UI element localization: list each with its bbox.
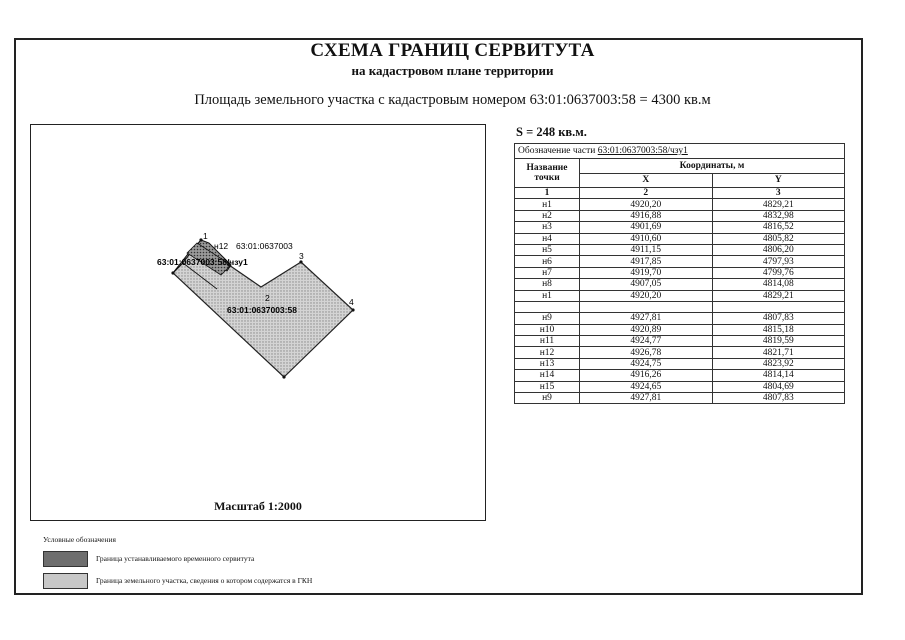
cell-name: н4 <box>515 233 580 244</box>
table-row <box>515 279 845 290</box>
vertex-label: 3 <box>299 251 304 261</box>
cell-x: 4920,20 <box>580 199 713 210</box>
cell-x: 4916,88 <box>580 210 713 221</box>
legend-swatch-parcel <box>43 573 88 589</box>
cell-name: н9 <box>515 313 580 324</box>
legend-title: Условные обозначения <box>43 535 116 544</box>
cell-x: 4901,69 <box>580 222 713 233</box>
col-x-header: X <box>580 173 713 188</box>
cell-x: 4924,75 <box>580 358 713 369</box>
cell-name: н2 <box>515 210 580 221</box>
cell-name: н1 <box>515 290 580 301</box>
cell-y: 4819,59 <box>712 336 845 347</box>
table-row <box>515 222 845 233</box>
cell-name: н3 <box>515 222 580 233</box>
cell-x: 4910,60 <box>580 233 713 244</box>
table-row <box>515 370 845 381</box>
table-row <box>515 199 845 210</box>
scale-label: Масштаб 1:2000 <box>214 499 302 513</box>
col-num: 2 <box>580 188 713 199</box>
col-name-header: Название точки <box>515 159 580 188</box>
cell-x: 4926,78 <box>580 347 713 358</box>
part-number: 63:01:0637003:58/чзу1 <box>597 146 688 156</box>
cadastral-plan <box>30 124 486 521</box>
cell-name: н7 <box>515 267 580 278</box>
cell-x: 4924,77 <box>580 336 713 347</box>
table-row <box>515 244 845 255</box>
servitude-area: S = 248 кв.м. <box>516 125 587 139</box>
cell-name: н8 <box>515 279 580 290</box>
table-row <box>515 233 845 244</box>
table-row <box>515 290 845 301</box>
table-row <box>515 381 845 392</box>
cell-y: 4807,83 <box>712 313 845 324</box>
vertex-label: 1 <box>203 231 208 241</box>
cell-y: 4814,14 <box>712 370 845 381</box>
cell-x: 4924,65 <box>580 381 713 392</box>
cell-x: 4916,26 <box>580 370 713 381</box>
table-row <box>515 358 845 369</box>
cell-name: н1 <box>515 199 580 210</box>
cell-name: н15 <box>515 381 580 392</box>
vertex-label: н12 <box>214 241 229 251</box>
cell-name: н9 <box>515 393 580 404</box>
table-row <box>515 336 845 347</box>
table-row <box>515 324 845 335</box>
cell-name <box>515 301 580 312</box>
cell-y: 4814,08 <box>712 279 845 290</box>
table-row <box>515 210 845 221</box>
cell-name: н10 <box>515 324 580 335</box>
legend-text-parcel: Граница земельного участка, сведения о котором содержатся в ГКН <box>96 576 313 585</box>
cell-y: 4797,93 <box>712 256 845 267</box>
cell-y: 4815,18 <box>712 324 845 335</box>
parcel-label: 63:01:0637003:58 <box>227 305 297 315</box>
vertex-label: 2 <box>265 293 270 303</box>
col-num: 1 <box>515 188 580 199</box>
cell-name: н12 <box>515 347 580 358</box>
cell-name: н11 <box>515 336 580 347</box>
legend-swatch-servitude <box>43 551 88 567</box>
cell-y: 4823,92 <box>712 358 845 369</box>
table-row <box>515 301 845 312</box>
table-row <box>515 393 845 404</box>
legend-text-servitude: Граница устанавливаемого временного сервитута <box>96 554 255 563</box>
table-row <box>515 313 845 324</box>
quarter-label: 63:01:0637003 <box>236 241 293 251</box>
cell-y: 4832,98 <box>712 210 845 221</box>
table-row <box>515 267 845 278</box>
cell-y: 4816,52 <box>712 222 845 233</box>
cell-name: н6 <box>515 256 580 267</box>
table-row <box>515 347 845 358</box>
parcel-area-line: Площадь земельного участка с кадастровым номером 63:01:0637003:58 = 4300 кв.м <box>194 92 711 108</box>
cell-x: 4907,05 <box>580 279 713 290</box>
cell-x: 4927,81 <box>580 313 713 324</box>
cell-x: 4917,85 <box>580 256 713 267</box>
cell-name: н5 <box>515 244 580 255</box>
col-y-header: Y <box>712 173 845 188</box>
cell-y: 4821,71 <box>712 347 845 358</box>
col-coords-header: Координаты, м <box>580 159 845 174</box>
cell-x: 4927,81 <box>580 393 713 404</box>
cell-y: 4807,83 <box>712 393 845 404</box>
vertex-label: 4 <box>349 297 354 307</box>
plan-drawing <box>31 125 484 519</box>
cell-x <box>580 301 713 312</box>
cell-y <box>712 301 845 312</box>
cell-y: 4805,82 <box>712 233 845 244</box>
cell-y: 4799,76 <box>712 267 845 278</box>
part-label: 63:01:0637003:58/чзу1 <box>157 257 248 267</box>
col-num: 3 <box>712 188 845 199</box>
coordinates-table <box>514 143 845 404</box>
cell-y: 4806,20 <box>712 244 845 255</box>
cell-y: 4829,21 <box>712 290 845 301</box>
cell-y: 4829,21 <box>712 199 845 210</box>
cell-x: 4919,70 <box>580 267 713 278</box>
document-subtitle: на кадастровом плане территории <box>351 63 554 78</box>
cell-x: 4920,20 <box>580 290 713 301</box>
table-row <box>515 256 845 267</box>
cell-y: 4804,69 <box>712 381 845 392</box>
cell-name: н13 <box>515 358 580 369</box>
cell-x: 4911,15 <box>580 244 713 255</box>
cell-name: н14 <box>515 370 580 381</box>
document-title: СХЕМА ГРАНИЦ СЕРВИТУТА <box>310 40 595 61</box>
table-caption: Обозначение части 63:01:0637003:58/чзу1 <box>515 144 845 159</box>
cell-x: 4920,89 <box>580 324 713 335</box>
